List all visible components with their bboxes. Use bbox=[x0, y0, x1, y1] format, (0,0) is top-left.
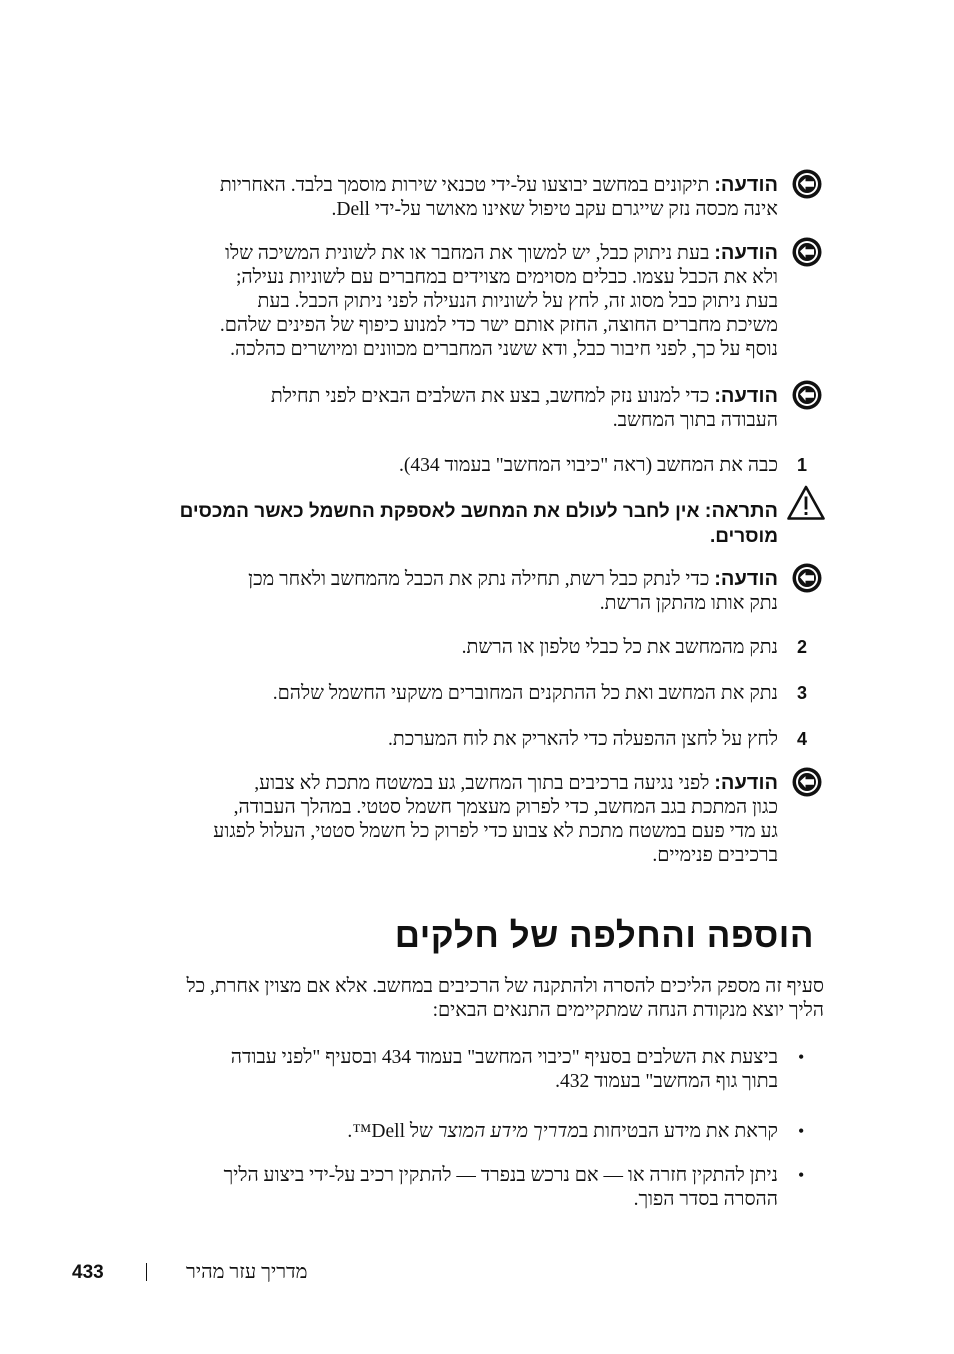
notice-1 bbox=[88, 173, 778, 222]
step-number: 2 bbox=[797, 637, 808, 657]
notice-text-line: לפני נגיעה ברכיבים בתוך המחשב, גע במשטח מתכת לא צבוע, bbox=[254, 773, 710, 794]
bullet-item bbox=[88, 1120, 778, 1144]
notice-5 bbox=[88, 771, 778, 868]
section-title: הוספה והחלפה של חלקים bbox=[394, 916, 814, 955]
caution-label: התראה: bbox=[704, 500, 778, 522]
bullet-line: ההסרה בסדר הפוך. bbox=[633, 1189, 778, 1210]
notice-text-line: העבודה בתוך המחשב. bbox=[612, 410, 778, 431]
bullet-line: ניתן להתקין חזרה או — אם נרכש בנפרד — להתקין רכיב על-ידי ביצוע הליך bbox=[223, 1165, 778, 1186]
step-text: כבה את המחשב (ראה "כיבוי המחשב" בעמוד 434). bbox=[399, 455, 778, 476]
page-number: 433 bbox=[72, 1262, 104, 1283]
notice-text-line: כגון המתכת בגב המחשב, כדי לפרוק מעצמך חשמל סטטי. במהלך העבודה, bbox=[233, 797, 778, 818]
notice-label: הודעה: bbox=[714, 242, 778, 264]
bullet-text-prefix: קראת את מידע הבטיחות ב bbox=[578, 1121, 778, 1142]
notice-text-line: גע מדי פעם במשטח מתכת לא צבוע כדי לפרוק כל חשמל סטטי, העלול לפגוע bbox=[213, 821, 778, 842]
notice-label: הודעה: bbox=[714, 174, 778, 196]
intro-line: הליך יוצא מנקודת הנחה שמתקיימים התנאים הבאים: bbox=[432, 1000, 824, 1021]
bullet-item bbox=[88, 1046, 778, 1094]
notice-text-line: כדי למנוע נזק למחשב, בצע את השלבים הבאים לפני תחילת bbox=[270, 386, 710, 407]
section-intro bbox=[84, 975, 824, 1023]
bullet-text-suffix: של Dell™. bbox=[347, 1121, 438, 1142]
notice-text-line: כדי לנתק כבל רשת, תחילה נתק את הכבל מהמחשב ולאחר מכן bbox=[248, 569, 710, 590]
notice-icon bbox=[791, 168, 823, 200]
notice-text-line: תיקונים במחשב יבוצעו על-ידי טכנאי שירות מוסמך בלבד. האחריות bbox=[219, 175, 710, 196]
bullet-marker: • bbox=[798, 1047, 805, 1067]
footer-separator bbox=[146, 1263, 147, 1281]
caution-text-line: מוסרים. bbox=[709, 526, 778, 547]
step-text: נתק מהמחשב את כל כבלי טלפון או הרשת. bbox=[461, 637, 778, 658]
notice-text-line: ברכיבים פנימיים. bbox=[652, 845, 778, 866]
notice-2 bbox=[88, 241, 778, 362]
notice-text-line: ולא את הכבל עצמו. כבלים מסוימים מצוידים במחברים עם לשוניות נעילה; bbox=[235, 267, 778, 288]
notice-icon bbox=[791, 379, 823, 411]
notice-icon bbox=[791, 562, 823, 594]
notice-icon bbox=[791, 236, 823, 268]
notice-label: הודעה: bbox=[714, 568, 778, 590]
step-number: 4 bbox=[797, 729, 808, 749]
step-number: 1 bbox=[797, 455, 808, 475]
notice-text-line: בעת ניתוק כבל, יש למשוך את המחבר או את לשונית המשיכה שלו bbox=[224, 243, 710, 264]
notice-label: הודעה: bbox=[714, 385, 778, 407]
intro-line: סעיף זה מספק הליכים להסרה ולהתקנה של הרכיבים במחשב. אלא אם מצוין אחרת, כל bbox=[186, 976, 824, 997]
notice-4 bbox=[88, 567, 778, 616]
step-text: נתק את המחשב ואת כל ההתקנים המחוברים משקעי החשמל שלהם. bbox=[272, 683, 778, 704]
notice-3 bbox=[88, 384, 778, 433]
step-text: לחץ על לחצן ההפעלה כדי להאריק את לוח המערכת. bbox=[388, 729, 778, 750]
caution-block bbox=[78, 499, 778, 549]
footer-guide-title: מדריך עזר מהיר bbox=[186, 1261, 308, 1283]
caution-triangle-icon bbox=[787, 485, 825, 521]
bullet-marker: • bbox=[798, 1121, 805, 1141]
bullet-marker: • bbox=[798, 1165, 805, 1185]
bullet-item bbox=[88, 1164, 778, 1212]
notice-icon bbox=[791, 766, 823, 798]
notice-label: הודעה: bbox=[714, 772, 778, 794]
bullet-line: ביצעת את השלבים בסעיף "כיבוי המחשב" בעמוד 434 ובסעיף "לפני עבודה bbox=[230, 1047, 778, 1068]
notice-text-line: נתק אותו מהתקן הרשת. bbox=[599, 593, 778, 614]
notice-text-line: משיכת מחברים החוצה, החזק אותם ישר כדי למנוע כיפוף של הפינים שלהם. bbox=[219, 315, 778, 336]
notice-text-line: בעת ניתוק כבל מסוג זה, לחץ על לשוניות הנעילה לפני ניתוק הכבל. בעת bbox=[257, 291, 778, 312]
guide-name-italic: מדריך מידע המוצר bbox=[437, 1121, 579, 1142]
step-number: 3 bbox=[797, 683, 808, 703]
notice-text-line: אינה מכסה נזק שייגרם עקב טיפול שאינו מאושר על-ידי Dell. bbox=[331, 199, 778, 220]
caution-text-line: אין לחבר לעולם את המחשב לאספקת החשמל כאשר המכסים bbox=[179, 501, 700, 522]
bullet-line: בתוך גוף המחשב" בעמוד 432. bbox=[555, 1071, 778, 1092]
notice-text-line: נוסף על כך, לפני חיבור כבל, ודא ששני המחברים מכוונים ומיושרים כהלכה. bbox=[230, 339, 778, 360]
